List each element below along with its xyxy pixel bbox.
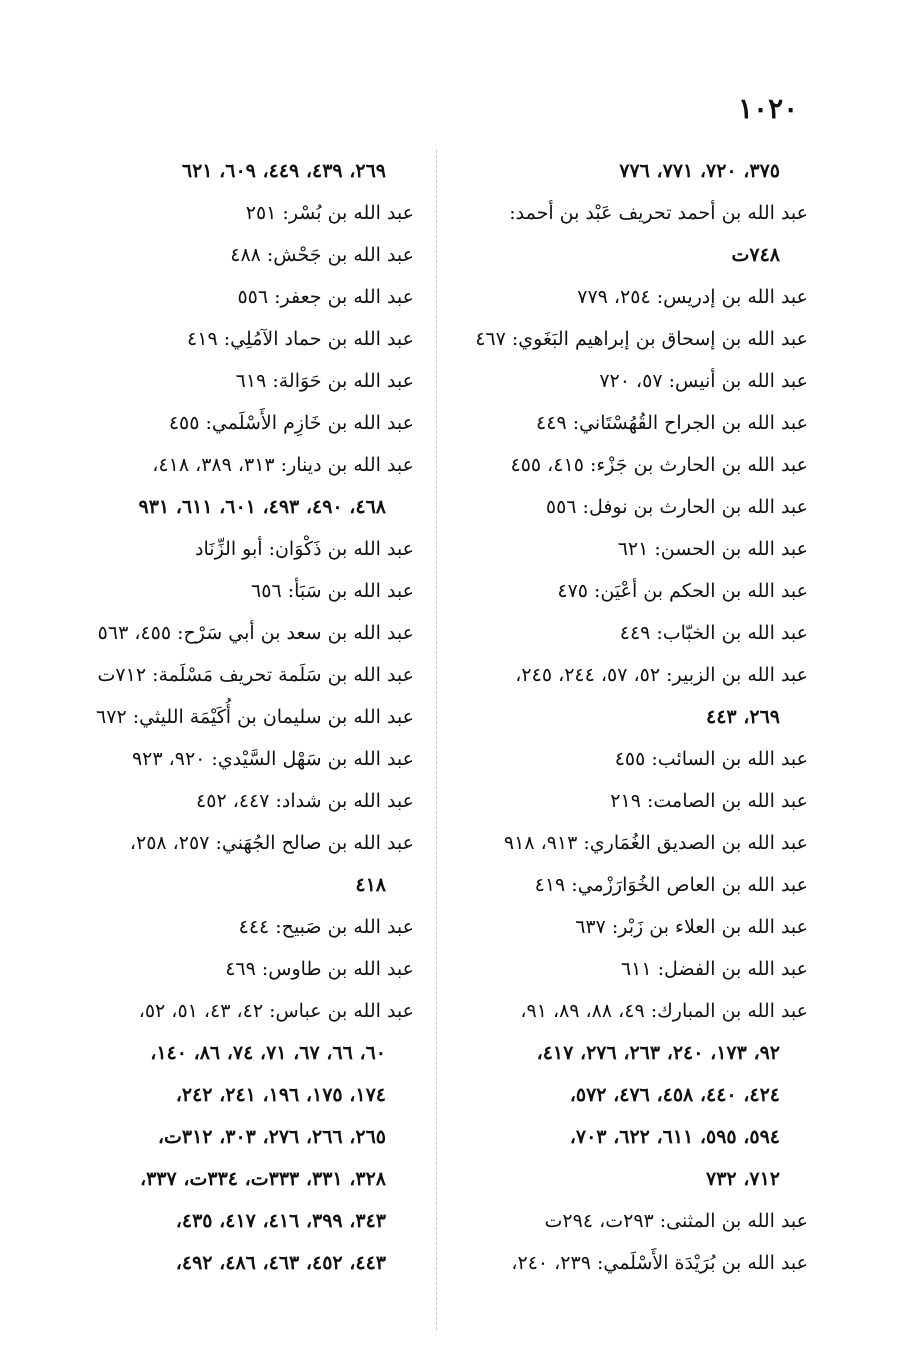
index-entry: عبد الله بن عباس: ٤٢، ٤٣، ٥١، ٥٢، xyxy=(138,1000,414,1022)
index-entry: عبد الله بن إسحاق بن إبراهيم البَغَوي: ٤٦٧ xyxy=(475,328,808,350)
index-entry: عبد الله بن إدريس: ٢٥٤، ٧٧٩ xyxy=(577,286,808,308)
index-entry: عبد الله بن سليمان بن أُكَيْمَة الليثي: ٦٧٢ xyxy=(96,706,414,728)
index-continuation-line: ٤٦٨، ٤٩٠، ٤٩٣، ٦٠١، ٦١١، ٩٣١ xyxy=(138,496,386,518)
index-continuation-line: ٣٧٥، ٧٢٠، ٧٧١، ٧٧٦ xyxy=(619,160,780,182)
index-continuation-line: ٣٤٣، ٣٩٩، ٤١٦، ٤١٧، ٤٣٥، xyxy=(175,1210,386,1232)
index-continuation-line: ٤١٨ xyxy=(355,874,386,896)
index-continuation-line: ٢٦٩، ٤٤٣ xyxy=(706,706,780,728)
index-continuation-line: ١٧٤، ١٧٥، ١٩٦، ٢٤١، ٢٤٢، xyxy=(175,1084,386,1106)
index-continuation-line: ٢٦٩، ٤٣٩، ٤٤٩، ٦٠٩، ٦٢١ xyxy=(181,160,386,182)
index-entry: عبد الله بن سَلَمة تحريف مَسْلَمة: ٧١٢ت xyxy=(97,664,414,686)
index-entry: عبد الله بن سعد بن أبي سَرْح: ٤٥٥، ٥٦٣ xyxy=(97,622,414,644)
index-continuation-line: ٤٢٤، ٤٤٠، ٤٥٨، ٤٧٦، ٥٧٢، xyxy=(569,1084,780,1106)
index-entry: عبد الله بن المثنى: ٢٩٣ت، ٢٩٤ت xyxy=(544,1210,808,1232)
index-entry: عبد الله بن الجراح القُهُسْتَاني: ٤٤٩ xyxy=(536,412,808,434)
column-divider xyxy=(436,150,437,1330)
index-entry: عبد الله بن العاص الخُوَارَزْمي: ٤١٩ xyxy=(534,874,808,896)
index-entry: عبد الله بن الزبير: ٥٢، ٥٧، ٢٤٤، ٢٤٥، xyxy=(515,664,808,686)
index-continuation-line: ٣٢٨، ٣٣١، ٣٣٣ت، ٣٣٤ت، ٣٣٧، xyxy=(139,1168,386,1190)
index-entry: عبد الله بن سَهْل السَّيْدي: ٩٢٠، ٩٢٣ xyxy=(131,748,414,770)
index-entry: عبد الله بن الحسن: ٦٢١ xyxy=(617,538,808,560)
index-entry: عبد الله بن جعفر: ٥٥٦ xyxy=(237,286,414,308)
index-continuation-line: ٥٩٤، ٥٩٥، ٦١١، ٦٢٢، ٧٠٣، xyxy=(569,1126,780,1148)
index-entry: عبد الله بن الحكم بن أعْيَن: ٤٧٥ xyxy=(557,580,808,602)
index-entry: عبد الله بن صالح الجُهَني: ٢٥٧، ٢٥٨، xyxy=(129,832,414,854)
right-column xyxy=(456,150,808,1284)
index-entry: عبد الله بن السائب: ٤٥٥ xyxy=(614,748,808,770)
index-continuation-line: ٧٤٨ت xyxy=(731,244,780,266)
index-entry: عبد الله بن الصامت: ٢١٩ xyxy=(610,790,808,812)
index-entry: عبد الله بن حَوَالة: ٦١٩ xyxy=(235,370,414,392)
index-continuation-line: ٧١٢، ٧٣٢ xyxy=(706,1168,780,1190)
index-continuation-line: ٦٠، ٦٦، ٦٧، ٧١، ٧٤، ٨٦، ١٤٠، xyxy=(150,1042,386,1064)
index-entry: عبد الله بن أحمد تحريف عَبْد بن أحمد: xyxy=(509,202,808,224)
left-column xyxy=(58,150,414,1284)
index-entry: عبد الله بن شداد: ٤٤٧، ٤٥٢ xyxy=(196,790,414,812)
index-entry: عبد الله بن أنيس: ٥٧، ٧٢٠ xyxy=(599,370,808,392)
index-entry: عبد الله بن طاوس: ٤٦٩ xyxy=(225,958,414,980)
index-continuation-line: ٤٤٣، ٤٥٢، ٤٦٣، ٤٨٦، ٤٩٢، xyxy=(175,1252,386,1274)
page-number: ١٠٢٠ xyxy=(738,92,799,125)
index-entry: عبد الله بن العلاء بن زَبْر: ٦٣٧ xyxy=(575,916,808,938)
index-entry: عبد الله بن المبارك: ٤٩، ٨٨، ٨٩، ٩١، xyxy=(520,1000,808,1022)
index-entry: عبد الله بن الصديق الغُمَاري: ٩١٣، ٩١٨ xyxy=(503,832,808,854)
index-entry: عبد الله بن سَبَأ: ٦٥٦ xyxy=(251,580,414,602)
index-entry: عبد الله بن الحارث بن نوفل: ٥٥٦ xyxy=(545,496,808,518)
index-entry: عبد الله بن الحارث بن جَزْء: ٤١٥، ٤٥٥ xyxy=(510,454,808,476)
index-entry: عبد الله بن حماد الآمُلِي: ٤١٩ xyxy=(187,328,414,350)
index-continuation-line: ٢٦٥، ٢٦٦، ٢٧٦، ٣٠٣، ٣١٢ت، xyxy=(157,1126,386,1148)
index-entry: عبد الله بن جَحْش: ٤٨٨ xyxy=(230,244,414,266)
index-entry: عبد الله بن ذَكْوَان: أبو الزِّنَاد xyxy=(195,538,414,560)
index-entry: عبد الله بن صَبيح: ٤٤٤ xyxy=(238,916,414,938)
index-entry: عبد الله بن بُرَيْدَة الأَسْلَمي: ٢٣٩، ٢٤٠، xyxy=(511,1252,808,1274)
index-entry: عبد الله بن الخبّاب: ٤٤٩ xyxy=(619,622,808,644)
index-continuation-line: ٩٢، ١٧٣، ٢٤٠، ٢٦٣، ٢٧٦، ٤١٧، xyxy=(536,1042,780,1064)
index-entry: عبد الله بن خَازِم الأَسْلَمي: ٤٥٥ xyxy=(168,412,414,434)
index-entry: عبد الله بن الفضل: ٦١١ xyxy=(620,958,808,980)
index-entry: عبد الله بن بُسْر: ٢٥١ xyxy=(245,202,414,224)
index-entry: عبد الله بن دينار: ٣١٣، ٣٨٩، ٤١٨، xyxy=(152,454,414,476)
